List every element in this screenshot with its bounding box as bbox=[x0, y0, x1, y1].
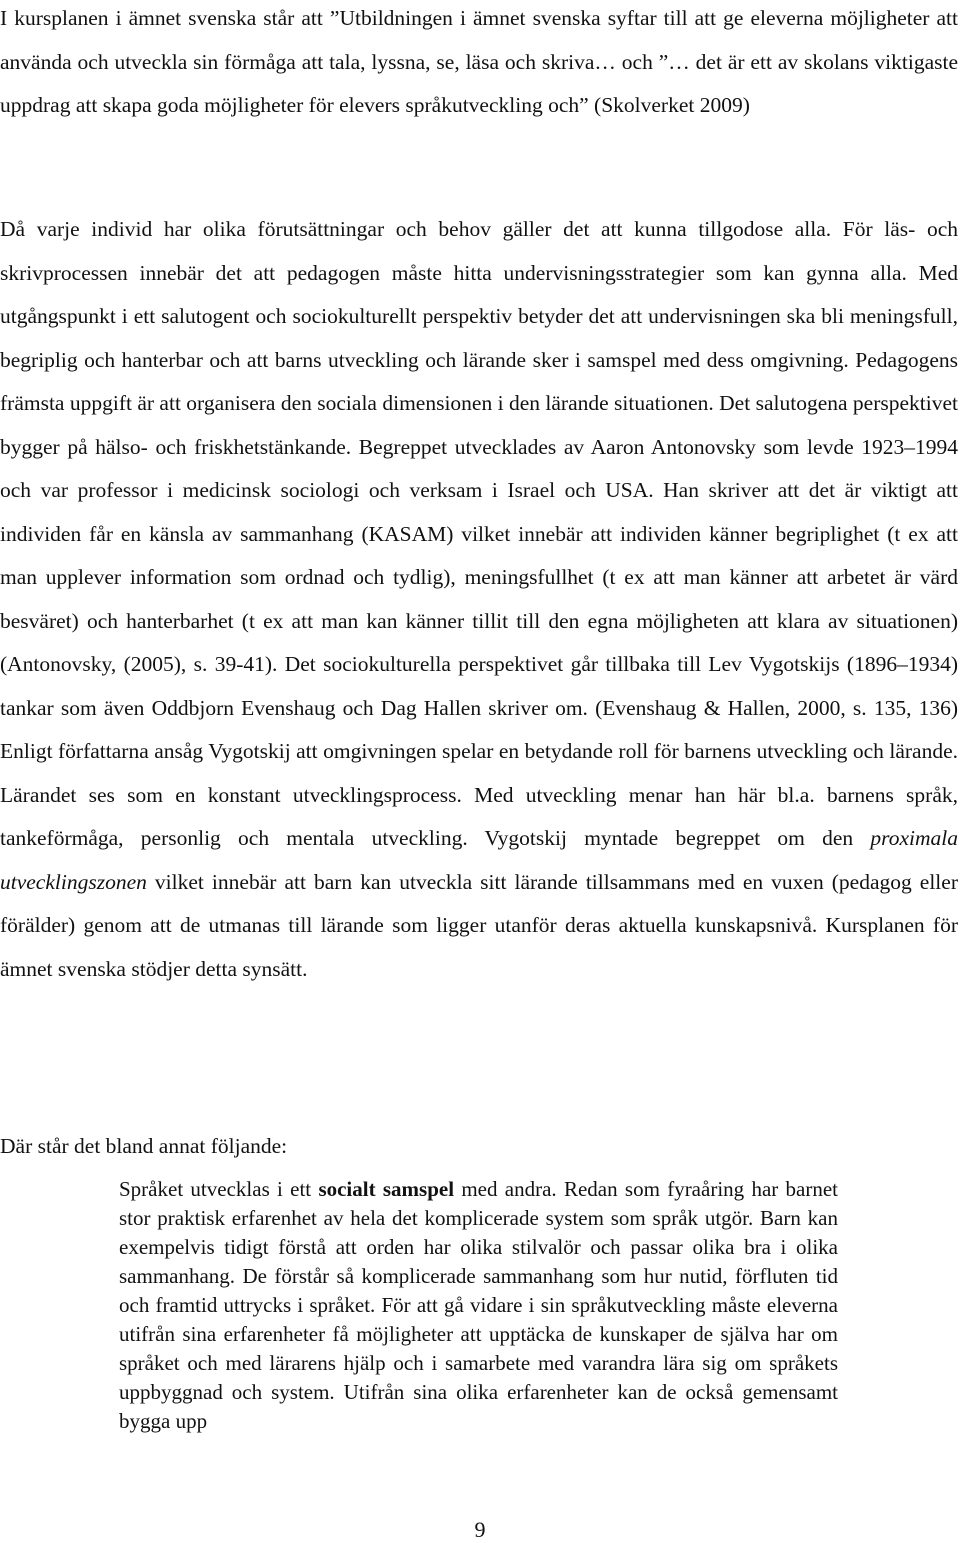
quote-text-part-1: Språket utvecklas i ett bbox=[119, 1177, 319, 1201]
body-text-part-1: Då varje individ har olika förutsättningar och behov gäller det att kunna tillgodose alla. För läs- och skrivprocessen innebär det att pedagogen måste hitta undervisningsstrategier som kan gynna alla. Med utgångspunkt i ett salutogent och sociokulturellt perspektiv betyder det att undervisningen ska bli meningsfull, begriplig och hanterbar och att barns utveckling och lärande sker i samspel med dess omgivning. Pedagogens främsta uppgift är att organisera den sociala dimensionen i den lärande situationen. Det salutogena perspektivet bygger på hälso- och friskhetstänkande. Begreppet utvecklades av Aaron Antonovsky som levde 1923–1994 och var professor i medicinsk sociologi och verksam i Israel och USA. Han skriver att det är viktigt att individen får en känsla av sammanhang (KASAM) vilket innebär att individen känner begriplighet (t ex att man upplever information som ordnad och tydlig), meningsfullhet (t ex att man känner att arbetet är värd besväret) och hanterbarhet (t ex att man kan känner tillit till den egna möjligheten att klara av situationen) (Antonovsky, (2005), s. 39-41). Det sociokulturella perspektivet går tillbaka till Lev Vygotskijs (1896–1934) tankar som även Oddbjorn Evenshaug och Dag Hallen skriver om. (Evenshaug & Hallen, 2000, s. 135, 136) Enligt författarna ansåg Vygotskij att omgivningen spelar en betydande roll för barnens utveckling och lärande. Lärandet ses som en konstant utvecklingsprocess. Med utveckling menar han här bl.a. barnens språk, tankeförmåga, personlig och mentala utveckling. Vygotskij myntade begreppet om den bbox=[0, 217, 958, 850]
quote-intro-paragraph: Där står det bland annat följande: bbox=[0, 1134, 288, 1158]
body-text-part-2: vilket innebär att barn kan utveckla sitt lärande tillsammans med en vuxen (pedagog eller förälder) genom att de utmanas till lärande som ligger utanför deras aktuella kunskapsnivå. Kursplanen för ämnet svenska stödjer detta synsätt. bbox=[0, 869, 958, 981]
block-quote bbox=[119, 1175, 838, 1436]
quote-text-part-2: med andra. Redan som fyraåring har barnet stor praktisk erfarenhet av hela det komplicerade system som språk utgör. Barn kan exempelvis tidigt förstå att orden har olika stilvalör och passar olika bra i olika sammanhang. De förstår så komplicerade sammanhang som hur nutid, förfluten tid och framtid uttrycks i språket. För att gå vidare i sin språkutveckling måste eleverna utifrån sina erfarenheter få möjligheter att upptäcka de kunskaper de själva har om språket och med lärarens hjälp och i samarbete med varandra lära sig om språkets uppbyggnad och system. Utifrån sina olika erfarenheter kan de också gemensamt bygga upp bbox=[119, 1177, 839, 1433]
body-paragraph bbox=[0, 208, 958, 991]
intro-paragraph: I kursplanen i ämnet svenska står att ”Utbildningen i ämnet svenska syftar till att ge eleverna möjligheter att använda och utveckla sin förmåga att tala, lyssna, se, läsa och skriva… och ”… det är ett av skolans viktigaste uppdrag att skapa goda möjligheter för elevers språkutveckling och” (Skolverket 2009) bbox=[0, 6, 958, 117]
bold-term: socialt samspel bbox=[318, 1177, 455, 1201]
italic-term: proximala utvecklingszonen bbox=[0, 826, 958, 894]
page-number: 9 bbox=[474, 1517, 486, 1542]
